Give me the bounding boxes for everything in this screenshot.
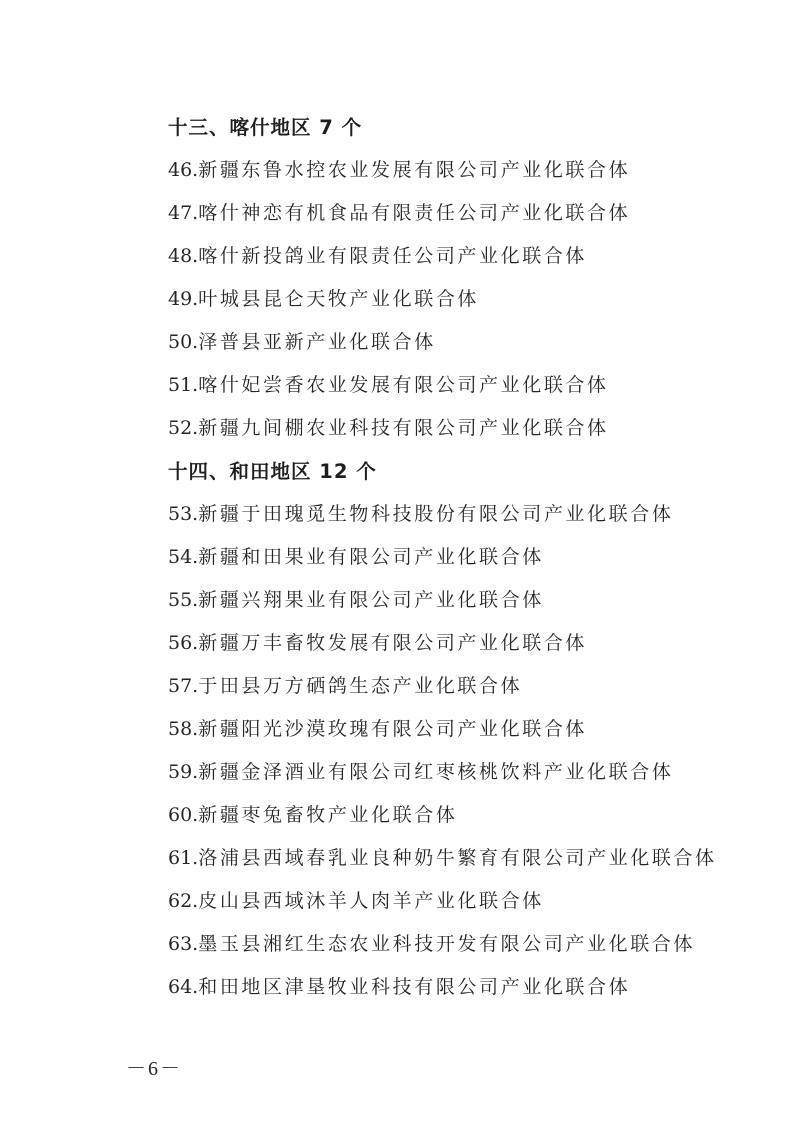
item-text: 叶城县昆仑天牧产业化联合体: [198, 288, 480, 310]
list-item: [168, 155, 630, 182]
item-text: 新疆枣兔畜牧产业化联合体: [198, 804, 458, 826]
item-text: 新疆万丰畜牧发展有限公司产业化联合体: [198, 632, 588, 654]
list-item: [168, 929, 695, 956]
item-number: 56.: [168, 632, 199, 654]
list-item: [168, 241, 587, 268]
item-number: 51.: [168, 374, 199, 396]
item-number: 48.: [168, 245, 199, 267]
item-text: 新疆金泽酒业有限公司红枣核桃饮料产业化联合体: [198, 761, 674, 783]
item-number: 55.: [168, 589, 199, 611]
list-item: [168, 499, 673, 526]
item-text: 墨玉县湘红生态农业科技开发有限公司产业化联合体: [198, 933, 696, 955]
item-number: 63.: [168, 933, 199, 955]
item-number: 50.: [168, 331, 199, 353]
item-text: 新疆阳光沙漠玫瑰有限公司产业化联合体: [198, 718, 588, 740]
page-number: －6－: [126, 1058, 182, 1080]
list-item: [168, 757, 673, 784]
item-text: 洛浦县西域春乳业良种奶牛繁育有限公司产业化联合体: [198, 847, 717, 869]
list-item: [168, 972, 630, 999]
item-number: 62.: [168, 890, 199, 912]
list-item: [168, 714, 587, 741]
item-number: 61.: [168, 847, 199, 869]
item-text: 皮山县西域沐羊人肉羊产业化联合体: [198, 890, 544, 912]
item-text: 新疆东鲁水控农业发展有限公司产业化联合体: [198, 159, 631, 181]
item-text: 新疆兴翔果业有限公司产业化联合体: [198, 589, 544, 611]
item-text: 喀什神恋有机食品有限责任公司产业化联合体: [198, 202, 631, 224]
section-heading: 十四、和田地区 12 个: [168, 460, 377, 483]
item-text: 新疆和田果业有限公司产业化联合体: [198, 546, 544, 568]
item-text: 和田地区津垦牧业科技有限公司产业化联合体: [198, 976, 631, 998]
item-text: 喀什新投鸽业有限责任公司产业化联合体: [198, 245, 588, 267]
item-number: 60.: [168, 804, 199, 826]
list-item: [168, 800, 457, 827]
item-number: 49.: [168, 288, 199, 310]
item-number: 52.: [168, 417, 199, 439]
item-text: 于田县万方硒鸽生态产业化联合体: [198, 675, 523, 697]
list-item: [168, 198, 630, 225]
list-item: [168, 585, 544, 612]
list-item: [168, 843, 717, 870]
list-item: [168, 327, 436, 354]
item-number: 58.: [168, 718, 199, 740]
list-item: [168, 413, 609, 440]
list-item: [168, 628, 587, 655]
item-text: 泽普县亚新产业化联合体: [198, 331, 436, 353]
item-number: 47.: [168, 202, 199, 224]
item-number: 54.: [168, 546, 199, 568]
item-text: 新疆于田瑰觅生物科技股份有限公司产业化联合体: [198, 503, 674, 525]
section-heading: 十三、喀什地区 7 个: [168, 116, 363, 139]
item-number: 46.: [168, 159, 199, 181]
list-item: [168, 284, 479, 311]
list-item: [168, 886, 544, 913]
item-number: 64.: [168, 976, 199, 998]
list-item: [168, 671, 522, 698]
item-text: 喀什妃尝香农业发展有限公司产业化联合体: [198, 374, 609, 396]
item-number: 57.: [168, 675, 199, 697]
list-item: [168, 370, 609, 397]
item-number: 59.: [168, 761, 199, 783]
item-text: 新疆九间棚农业科技有限公司产业化联合体: [198, 417, 609, 439]
item-number: 53.: [168, 503, 199, 525]
list-item: [168, 542, 544, 569]
